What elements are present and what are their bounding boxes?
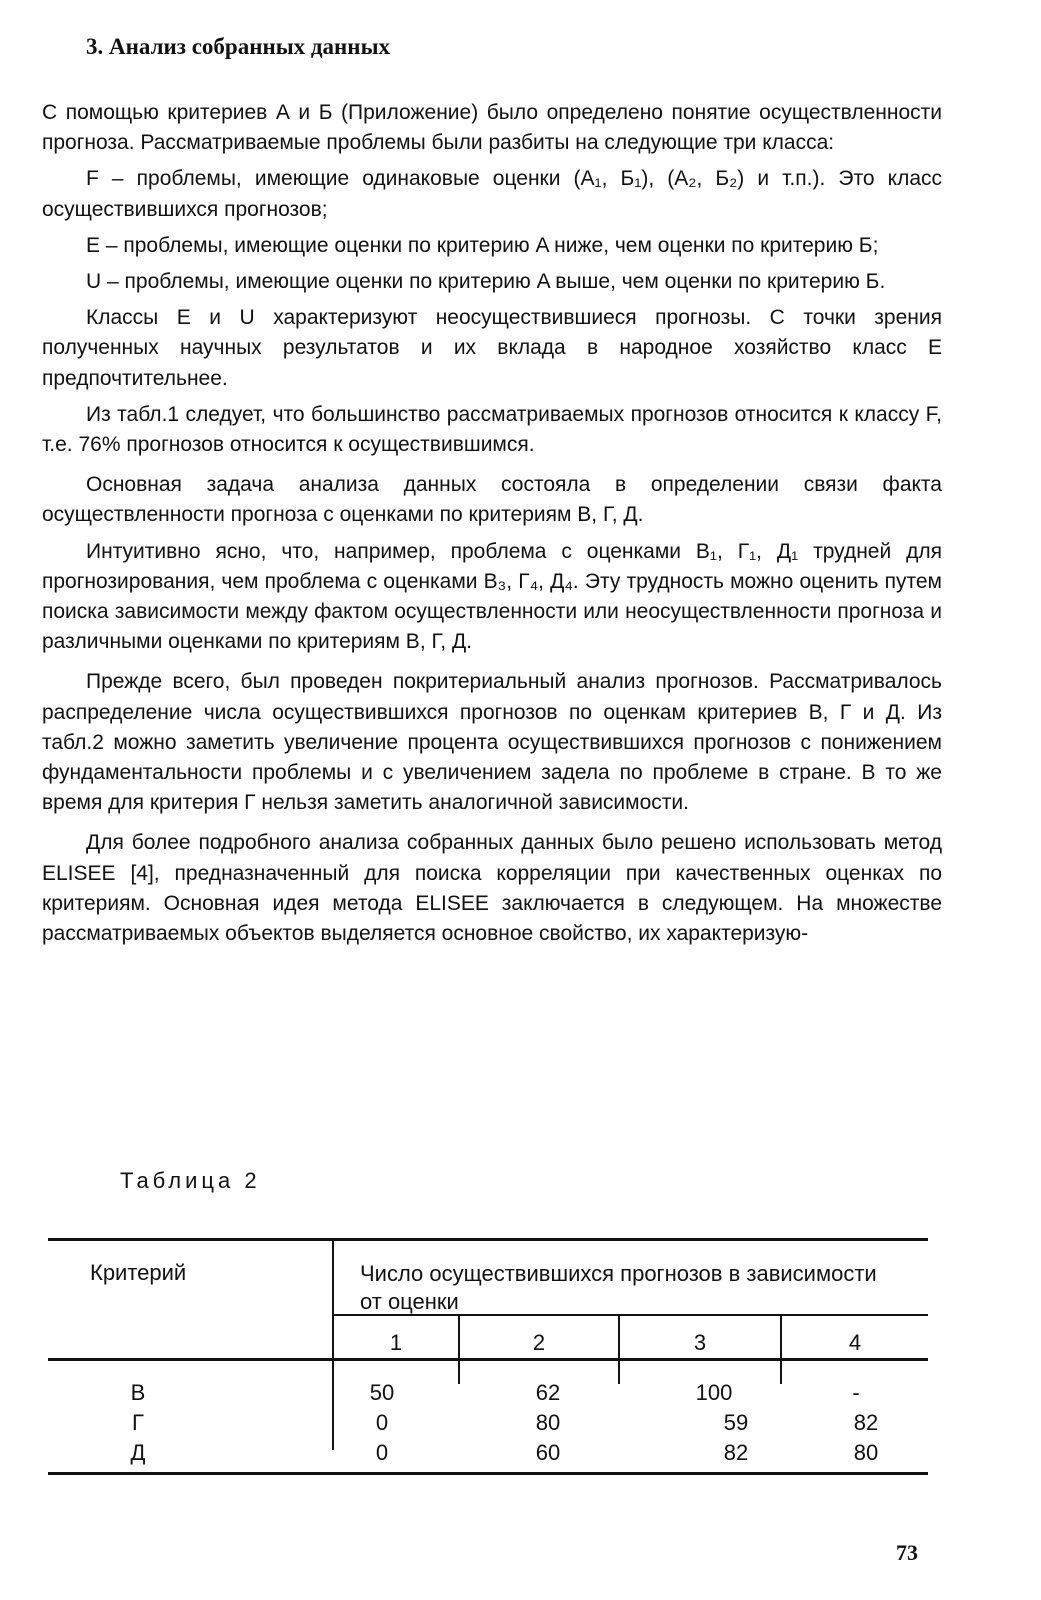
row-label: Г (132, 1410, 144, 1435)
table-cell: - (852, 1380, 860, 1405)
paragraph-3: E – проблемы, имеющие оценки по критерию A ниже, чем оценки по критерию Б; (86, 233, 879, 257)
group-header: Число осуществившихся прогнозов в зависимости от оценки (360, 1261, 877, 1314)
column-header-4: 4 (848, 1330, 862, 1355)
table-cell: 0 (375, 1410, 389, 1435)
criterion-header: Критерий (90, 1260, 187, 1285)
table-cell: 100 (695, 1380, 733, 1405)
row-label: Д (130, 1440, 146, 1465)
row-label: В (130, 1380, 146, 1405)
paragraph-10: Для более подробного анализа собранных данных было решено использовать метод ELISEE [4], предназначенный для поиска корреляции при качественных оценках по критериям. Основная идея метода ELISEE заключается в следующем. На множестве рассматриваемых объектов выделяется основное свойство, их характеризую- (42, 831, 942, 946)
table-cell: 80 (535, 1410, 561, 1435)
paragraph-2: F – проблемы, имеющие одинаковые оценки (A₁, Б₁), (A₂, Б₂) и т.п.). Это класс осуществившихся прогнозов; (42, 167, 942, 221)
table-cell: 60 (535, 1440, 561, 1465)
paragraph-8: Интуитивно ясно, что, например, проблема с оценками В₁, Г₁, Д₁ трудней для прогнозирования, чем проблема с оценками В₃, Г₄, Д₄. Эту трудность можно оценить путем поиска зависимости между фактом осуществленности или неосуществленности прогноза и различными оценками по критериям В, Г, Д. (42, 539, 942, 654)
body-text (42, 98, 942, 955)
table-header-rule (48, 1358, 928, 1361)
table-cell: 82 (853, 1410, 879, 1435)
paragraph-5: Классы E и U характеризуют неосуществившиеся прогнозы. С точки зрения полученных научных результатов и их вклада в народное хозяйство класс E предпочтительнее. (42, 306, 942, 390)
column-header-1: 1 (389, 1330, 403, 1355)
table-cell: 62 (535, 1380, 561, 1405)
page-number: 73 (896, 1540, 918, 1565)
table-cell: 59 (723, 1410, 749, 1435)
table-cell: 82 (723, 1440, 749, 1465)
table-top-rule (48, 1238, 928, 1241)
paragraph-9: Прежде всего, был проведен покритериальный анализ прогнозов. Рассматривалось распределение числа осуществившихся прогнозов по оценкам критериев В, Г и Д. Из табл.2 можно заметить увеличение процента осуществившихся прогнозов с понижением фундаментальности проблемы и с увеличением задела по проблеме в стране. В то же время для критерия Г нельзя заметить аналогичной зависимости. (42, 670, 942, 815)
table-cell: 50 (369, 1380, 395, 1405)
column-header-3: 3 (693, 1330, 707, 1355)
data-table (48, 1238, 928, 1478)
column-header-2: 2 (532, 1330, 546, 1355)
paragraph-7: Основная задача анализа данных состояла в определении связи факта осуществленности прогноза с оценками по критериям В, Г, Д. (42, 473, 942, 527)
table-bottom-rule (48, 1472, 928, 1475)
table-cell: 0 (375, 1440, 389, 1465)
table-caption: Таблица 2 (120, 1168, 261, 1193)
paragraph-1: С помощью критериев А и Б (Приложение) было определено понятие осуществленности прогноза. Рассматриваемые проблемы были разбиты на следующие три класса: (42, 101, 942, 155)
paragraph-4: U – проблемы, имеющие оценки по критерию A выше, чем оценки по критерию Б. (86, 270, 886, 294)
paragraph-6: Из табл.1 следует, что большинство рассматриваемых прогнозов относится к классу F, т.е. 76% прогнозов относится к осуществившимся. (42, 402, 942, 457)
section-heading: 3. Анализ собранных данных (86, 34, 391, 59)
table-cell: 80 (853, 1440, 879, 1465)
